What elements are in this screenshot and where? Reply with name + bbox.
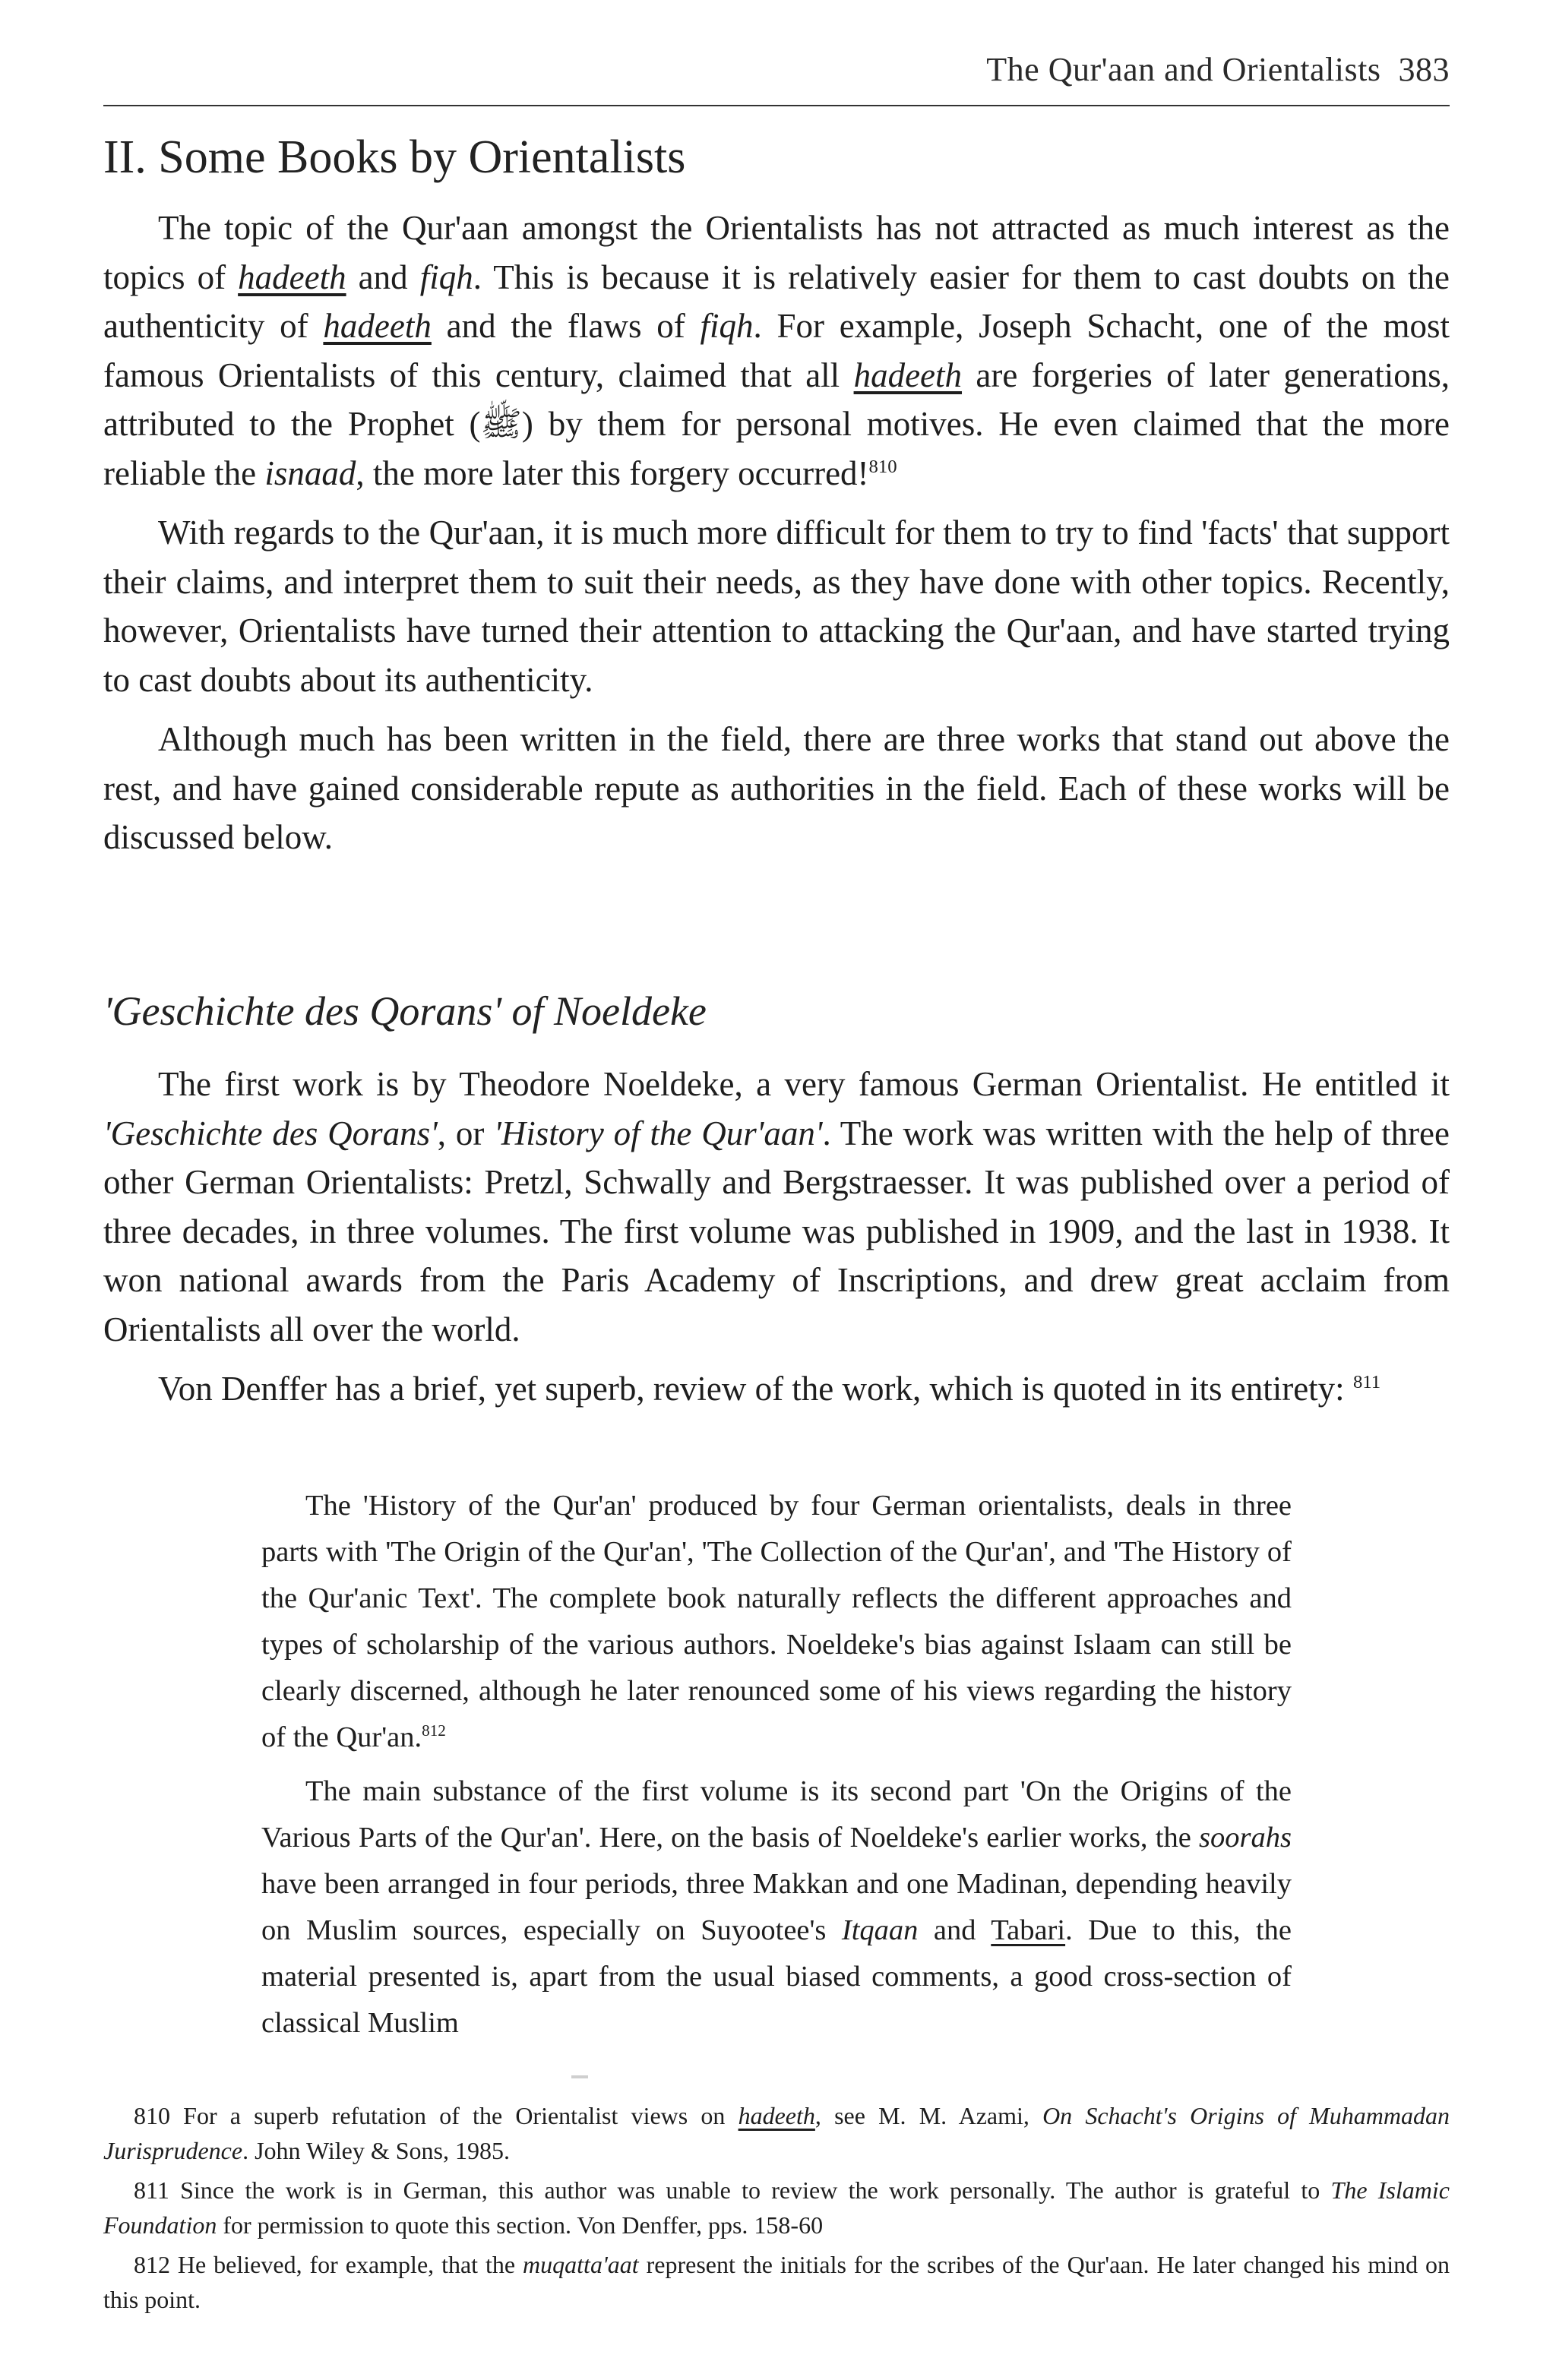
- intro-text-block: [103, 204, 1450, 862]
- running-header: [986, 50, 1450, 89]
- running-title: The Qur'aan and Orientalists: [986, 51, 1381, 88]
- footnote-separator: [571, 2075, 588, 2078]
- footnote-812: 812 He believed, for example, that the muqatta'aat represent the initials for the scribes of the Qur'aan. He later changed his mind on this point.: [103, 2251, 1450, 2313]
- page-number: 383: [1398, 51, 1450, 88]
- section-title: II. Some Books by Orientalists: [103, 131, 686, 183]
- footnote-811: 811 Since the work is in German, this author was unable to review the work personally. The author is grateful to The Islamic Foundation for permission to quote this section. Von Denffer, pps. 158-60: [103, 2176, 1450, 2239]
- header-rule: [103, 105, 1450, 106]
- footnote-810: 810 For a superb refutation of the Orientalist views on hadeeth, see M. M. Azami, On Schacht's Origins of Muhammadan Jurisprudence. John Wiley & Sons, 1985.: [103, 2102, 1450, 2164]
- paragraph-2: With regards to the Qur'aan, it is much more difficult for them to try to find 'facts' that support their claims, and interpret them to suit their needs, as they have done with other topics. Recently, however, Orientalists have turned their attention to attacking the Qur'aan, and have started trying to cast doubts about its authenticity.: [103, 514, 1450, 699]
- paragraph-5: Von Denffer has a brief, yet superb, review of the work, which is quoted in its entirety: $^{811}$: [158, 1370, 1381, 1408]
- footnotes: [103, 2098, 1450, 2322]
- quote-paragraph-2: The main substance of the first volume is its second part 'On the Origins of the Various Parts of the Qur'an'. Here, on the basis of Noeldeke's earlier works, the soorahs have been arranged in four periods, three Makkan and one Madinan, depending heavily on Muslim sources, especially on Suyootee's Itqaan and Tabari. Due to this, the material presented is, apart from the usual biased comments, a good cross-section of classical Muslim: [261, 1775, 1292, 2039]
- noeldeke-text-block: [103, 1060, 1450, 1414]
- paragraph-1: The topic of the Qur'aan amongst the Orientalists has not attracted as much interest as the topics of hadeeth and fiqh. This is because it is relatively easier for them to cast doubts on the authenticity of hadeeth and the flaws of fiqh. For example, Joseph Schacht, one of the most famous Orientalists of this century, claimed that all hadeeth are forgeries of later generations, attributed to the Prophet (ﷺ) by them for personal motives. He even claimed that the more reliable the isnaad, the more later this forgery occurred!$^{810}$: [103, 209, 1450, 492]
- footnote-ref-810: 810: [868, 456, 897, 477]
- quote-paragraph-1: The 'History of the Qur'an' produced by four German orientalists, deals in three parts with 'The Origin of the Qur'an', 'The Collection of the Qur'an', and 'The History of the Qur'anic Text'. The complete book naturally reflects the different approaches and types of scholarship of the various authors. Noeldeke's bias against Islaam can still be clearly discerned, although he later renounced some of his views regarding the history of the Qur'an.$^{812}$: [261, 1490, 1292, 1753]
- block-quote: [261, 1483, 1292, 2047]
- footnote-ref-812: 812: [422, 1721, 446, 1740]
- paragraph-3: Although much has been written in the field, there are three works that stand out above the rest, and have gained considerable repute as authorities in the field. Each of these works will be discussed below.: [103, 720, 1450, 856]
- paragraph-4: The first work is by Theodore Noeldeke, a very famous German Orientalist. He entitled it 'Geschichte des Qorans', or 'History of the Qur'aan'. The work was written with the help of three other German Orientalists: Pretzl, Schwally and Bergstraesser. It was published over a period of three decades, in three volumes. The first volume was published in 1909, and the last in 1938. It won national awards from the Paris Academy of Inscriptions, and drew great acclaim from Orientalists all over the world.: [103, 1065, 1450, 1348]
- footnote-ref-811: 811: [1352, 1372, 1381, 1392]
- subsection-title: 'Geschichte des Qorans' of Noeldeke: [103, 988, 707, 1034]
